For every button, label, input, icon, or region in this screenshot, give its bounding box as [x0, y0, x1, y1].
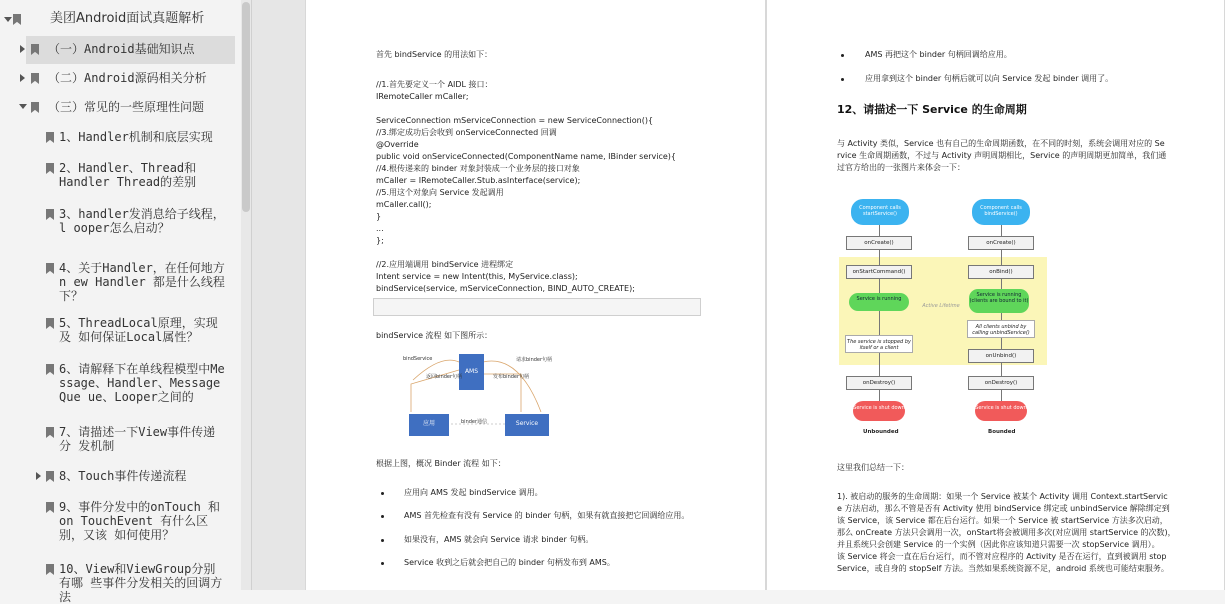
code-line: mCaller.call();: [376, 200, 432, 209]
bookmark-icon: [13, 14, 21, 25]
bookmark-icon: [46, 427, 54, 438]
start-service-node: Component calls startService(): [851, 199, 909, 225]
flow-title: bindService 流程 如下图所示：: [376, 331, 493, 340]
bullet: [841, 54, 844, 57]
bullet: [381, 539, 384, 542]
code-line: }: [376, 212, 382, 221]
bookmark-icon: [46, 564, 54, 575]
service-lifecycle-diagram: [839, 195, 1049, 445]
outline-sidebar: 美团Android面试真题解析 （一）Android基础知识点 （二）Android源码相关分析 （三）常见的一些原理性问题 1、Handler机制和底层实现 2、Handler、Thread和Handler Thread的差别 3、handler发消息给子线程，l ooper怎么启动？ 4、关于Handler，在任何地方n ew Handler 都是什么线程下？ 5、ThreadLocal原理，实现及 如何保证Local属性？ 6、请解释下在单线程模型中Me ssage、Handler、Message Que ue、Looper之间的 7、请描述一下View事件传递分 发机制 8、Touch事件传递流程 9、事件分发中的onTouch 和on TouchEvent 有什么区别，又该 如何使用？ 10、View和ViewGroup分别有哪 些事件分发相关的回调方法: [0, 0, 252, 590]
shutdown-left: Service is shut down: [853, 401, 905, 421]
code-line: @Override: [376, 140, 419, 149]
bookmark-icon: [31, 102, 39, 113]
active-lifetime-label: Active Lifetime: [922, 303, 960, 309]
bookmark-icon: [46, 263, 54, 274]
bullet: [381, 562, 384, 565]
section-heading: 12、请描述一下 Service 的生命周期: [837, 103, 1027, 116]
caption-unbounded: Unbounded: [863, 429, 899, 435]
bullet-text: 应用向 AMS 发起 bindService 调用。: [404, 488, 543, 497]
code-line: //5.用这个对象向 Service 发起调用: [376, 188, 504, 197]
bullet-text: Service 收到之后就会把自己的 binder 句柄发布到 AMS。: [404, 558, 615, 567]
paragraph-line: e 方法启动，那么不管是否有 Activity 使用 bindService 绑定或 unbindService 解除绑定到: [837, 504, 1170, 513]
toc-root[interactable]: 美团Android面试真题解析: [0, 12, 239, 32]
running-left: Service is running: [849, 293, 909, 311]
intro-text: 首先 bindService 的用法如下：: [376, 50, 493, 59]
code-line: bindService(service, mServiceConnection, BIND_AUTO_CREATE);: [376, 284, 635, 293]
oncreate-right: onCreate(): [968, 236, 1034, 250]
code-line: //1.首先要定义一个 AIDL 接口：: [376, 80, 493, 89]
expand-right-icon[interactable]: [20, 45, 25, 53]
service-block: Service: [505, 414, 549, 436]
expand-right-icon[interactable]: [20, 74, 25, 82]
code-line: //4.根传递来的 binder 对象封装成一个业务层的接口对象: [376, 164, 580, 173]
shutdown-right: Service is shut down: [975, 401, 1027, 421]
summary-text: 这里我们总结一下：: [837, 463, 909, 472]
label-binder-comm: binder通信: [461, 419, 488, 425]
bullet: [381, 492, 384, 495]
onstartcommand: onStartCommand(): [846, 265, 912, 279]
bullet: [841, 78, 844, 81]
bookmark-icon: [46, 502, 54, 513]
code-line: IRemoteCaller mCaller;: [376, 92, 469, 101]
expand-down-icon[interactable]: [4, 17, 12, 22]
code-line: Intent service = new Intent(this, MyService.class);: [376, 272, 578, 281]
label-request-handle: 请求binder句柄: [516, 357, 553, 363]
expand-down-icon[interactable]: [19, 104, 27, 109]
sidebar-scrollbar[interactable]: [241, 0, 251, 590]
code-line: public void onServiceConnected(ComponentName name, IBinder service){: [376, 152, 677, 161]
bullet: [381, 515, 384, 518]
expand-right-icon[interactable]: [36, 472, 41, 480]
ams-block: AMS: [459, 354, 484, 390]
sidebar-scrollbar-thumb[interactable]: [242, 2, 250, 212]
code-line: //2.应用端调用 bindService 进程绑定: [376, 260, 514, 269]
paragraph-line: 那么 onCreate 方法只会调用一次，onStart将会被调用多次(对应调用 startService 的次数)，: [837, 528, 1176, 537]
document-page-left: [305, 0, 766, 590]
bind-service-node: Component calls bindService(): [972, 199, 1030, 225]
bookmark-icon: [46, 364, 54, 375]
paragraph-line: 与 Activity 类似，Service 也有自己的生命周期函数，在不同的时刻，系统会调用对应的 Se: [837, 139, 1165, 148]
paragraph-line: 过官方给出的一张图片来体会一下：: [837, 163, 965, 172]
ondestroy-left: onDestroy(): [846, 376, 912, 390]
code-line: };: [376, 236, 384, 245]
code-line: ...: [376, 224, 384, 233]
bookmark-icon: [46, 471, 54, 482]
code-box: [373, 298, 701, 316]
paragraph-line: rvice 生命周期函数，不过与 Activity 声明周期相比，Service 的声明周期更加简单，我们通: [837, 151, 1167, 160]
code-line: ServiceConnection mServiceConnection = new ServiceConnection(){: [376, 116, 654, 125]
document-gutter: [252, 0, 306, 590]
bullet-text: 应用拿到这个 binder 句柄后就可以向 Service 发起 binder 调用了。: [865, 74, 1114, 83]
bookmark-icon: [46, 163, 54, 174]
caption-bounded: Bounded: [988, 429, 1016, 435]
label-publish-handle: 发布binder句柄: [493, 374, 530, 380]
document-page-right: [766, 0, 1225, 590]
bullet-text: AMS 再把这个 binder 句柄回调给应用。: [865, 50, 1012, 59]
bullet-text: AMS 首先检查有没有 Service 的 binder 句柄，如果有就直接把它回调给应用。: [404, 511, 690, 520]
paragraph-line: 该 Service，该 Service 都在后台运行。如果一个 Service 被 startService 方法多次启动，: [837, 516, 1168, 525]
bookmark-icon: [46, 318, 54, 329]
bookmark-icon: [31, 73, 39, 84]
code-line: mCaller = IRemoteCaller.Stub.asInterface(service);: [376, 176, 581, 185]
code-line: //3.绑定成功后会收到 onServiceConnected 回调: [376, 128, 557, 137]
unbind-note: All clients unbind by calling unbindService(): [967, 320, 1035, 338]
paragraph-line: Service，或自身的 stopSelf 方法。当然如果系统资源不足，android 系统也可能结束服务。: [837, 564, 1169, 573]
paragraph-line: 该 Service 将会一直在后台运行，而不管对应程序的 Activity 是否在运行，直到被调用 stop: [837, 552, 1167, 561]
label-return-handle: 返回binder句柄: [426, 374, 463, 380]
bookmark-icon: [46, 132, 54, 143]
bookmark-icon: [46, 209, 54, 220]
stopped-note: The service is stopped by itself or a client: [845, 335, 913, 353]
onunbind: onUnbind(): [968, 349, 1034, 363]
app-block: 应用: [409, 414, 449, 436]
paragraph-line: 并且系统只会创建 Service 的一个实例（因此你应该知道只需要一次 stopService 调用）。: [837, 540, 1160, 549]
ondestroy-right: onDestroy(): [968, 376, 1034, 390]
oncreate-left: onCreate(): [846, 236, 912, 250]
label-bindservice: bindService: [403, 356, 433, 362]
binder-flow-diagram: [401, 352, 551, 438]
paragraph-line: 1). 被启动的服务的生命周期：如果一个 Service 被某个 Activity 调用 Context.startServic: [837, 492, 1168, 501]
running-right: Service is running (clients are bound to it): [969, 289, 1029, 313]
bullet-text: 如果没有，AMS 就会向 Service 请求 binder 句柄。: [404, 535, 594, 544]
summary-title: 根据上图，概况 Binder 流程 如下：: [376, 459, 506, 468]
onbind: onBind(): [968, 265, 1034, 279]
